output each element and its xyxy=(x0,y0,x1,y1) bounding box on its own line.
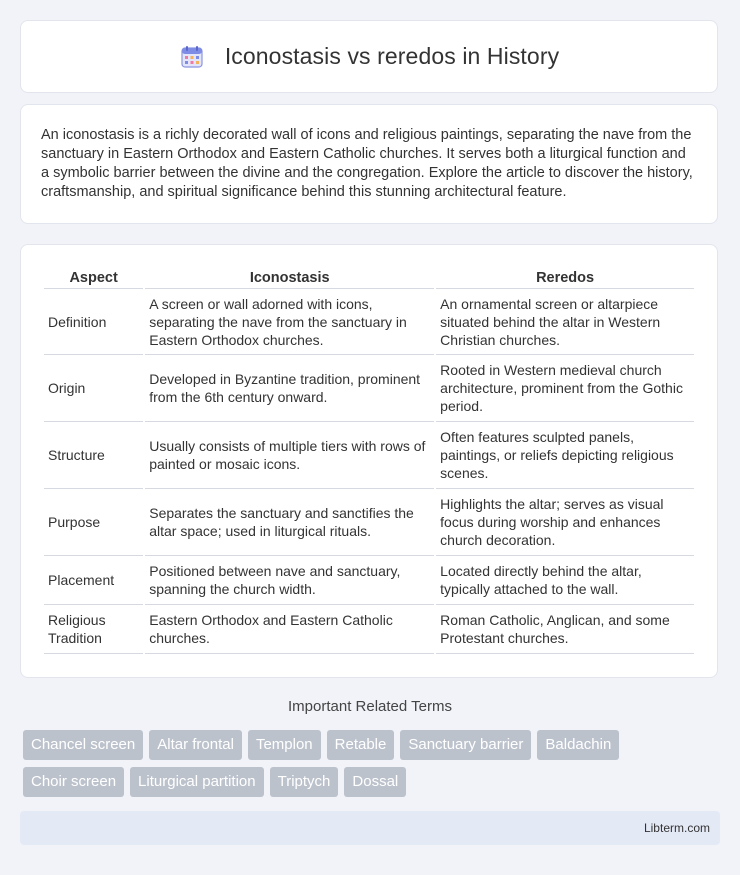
table-row xyxy=(44,556,694,605)
cell-aspect: Purpose xyxy=(44,489,143,556)
cell-aspect: Structure xyxy=(44,422,143,489)
table-row xyxy=(44,489,694,556)
footer xyxy=(20,811,720,845)
table-header-row xyxy=(44,265,694,289)
tag-choir-screen[interactable]: Choir screen xyxy=(23,767,124,797)
cell-aspect: Origin xyxy=(44,355,143,422)
comparison-card xyxy=(20,244,718,678)
cell-aspect: Definition xyxy=(44,289,143,355)
comparison-table xyxy=(42,265,696,654)
table-row xyxy=(44,422,694,489)
cell-reredos: Often features sculpted panels, paintings, or reliefs depicting religious scenes. xyxy=(436,422,694,489)
cell-aspect: Placement xyxy=(44,556,143,605)
cell-iconostasis: Eastern Orthodox and Eastern Catholic churches. xyxy=(145,605,434,654)
cell-iconostasis: A screen or wall adorned with icons, separating the nave from the sanctuary in Eastern Orthodox churches. xyxy=(145,289,434,355)
related-terms-list xyxy=(23,730,723,797)
tag-retable[interactable]: Retable xyxy=(327,730,395,760)
cell-reredos: Located directly behind the altar, typically attached to the wall. xyxy=(436,556,694,605)
cell-reredos: Roman Catholic, Anglican, and some Protestant churches. xyxy=(436,605,694,654)
cell-reredos: Highlights the altar; serves as visual focus during worship and enhances church decoration. xyxy=(436,489,694,556)
tag-templon[interactable]: Templon xyxy=(248,730,321,760)
cell-iconostasis: Separates the sanctuary and sanctifies the altar space; used in liturgical rituals. xyxy=(145,489,434,556)
cell-iconostasis: Positioned between nave and sanctuary, spanning the church width. xyxy=(145,556,434,605)
tag-sanctuary-barrier[interactable]: Sanctuary barrier xyxy=(400,730,531,760)
cell-aspect: Religious Tradition xyxy=(44,605,143,654)
header-aspect: Aspect xyxy=(44,265,143,289)
title-card xyxy=(20,20,718,93)
table-row xyxy=(44,355,694,422)
header-reredos: Reredos xyxy=(436,265,694,289)
intro-paragraph: An iconostasis is a richly decorated wall of icons and religious paintings, separating the nave from the sanctuary in Eastern Orthodox and Eastern Catholic churches. It serves both a liturgical function and a symbolic barrier between the divine and the congregation. Explore the article to discover the history, craftsmanship, and spiritual significance behind this stunning architectural feature. xyxy=(41,127,693,200)
table-row xyxy=(44,289,694,355)
page-title: Iconostasis vs reredos in History xyxy=(224,43,560,69)
footer-site-link[interactable]: Libterm.com xyxy=(643,821,710,835)
tag-dossal[interactable]: Dossal xyxy=(344,767,406,797)
cell-iconostasis: Usually consists of multiple tiers with rows of painted or mosaic icons. xyxy=(145,422,434,489)
tag-liturgical-partition[interactable]: Liturgical partition xyxy=(130,767,264,797)
related-terms-title: Important Related Terms xyxy=(288,698,452,715)
table-row xyxy=(44,605,694,654)
header-iconostasis: Iconostasis xyxy=(145,265,434,289)
tag-baldachin[interactable]: Baldachin xyxy=(537,730,619,760)
tag-triptych[interactable]: Triptych xyxy=(270,767,339,797)
cell-reredos: Rooted in Western medieval church architecture, prominent from the Gothic period. xyxy=(436,355,694,422)
intro-card xyxy=(20,104,718,224)
tag-chancel-screen[interactable]: Chancel screen xyxy=(23,730,143,760)
calendar-icon xyxy=(179,44,205,70)
cell-reredos: An ornamental screen or altarpiece situated behind the altar in Western Christian churches. xyxy=(436,289,694,355)
cell-iconostasis: Developed in Byzantine tradition, prominent from the 6th century onward. xyxy=(145,355,434,422)
tag-altar-frontal[interactable]: Altar frontal xyxy=(149,730,242,760)
